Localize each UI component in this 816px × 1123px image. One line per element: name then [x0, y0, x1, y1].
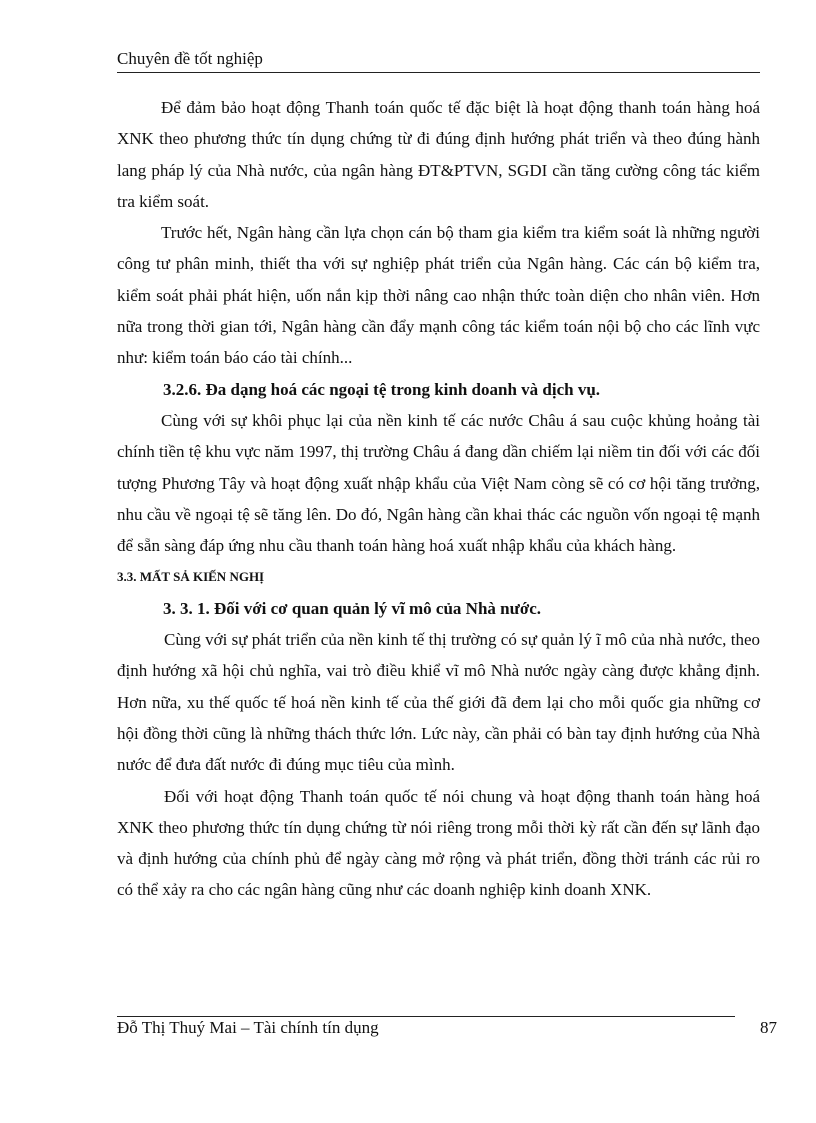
page-number: 87	[760, 1018, 777, 1037]
header-title: Chuyên đề tốt nghiệp	[117, 49, 263, 68]
section-heading: 3.3. MẤT SẢ KIẾN NGHỊ	[117, 569, 265, 585]
footer-author: Đỗ Thị Thuý Mai – Tài chính tín dụng	[117, 1018, 379, 1037]
page-header	[117, 48, 760, 73]
paragraph: Cùng với sự khôi phục lại của nền kinh tế các nước Châu á sau cuộc khủng hoảng tài chính tiền tệ khu vực năm 1997, thị trường Châu á đang dần chiếm lại niềm tin đối với các đối tượng Phương Tây và hoạt động xuất nhập khẩu của Việt Nam còng sẽ có cơ hội tăng trưởng, nhu cầu về ngoại tệ sẽ tăng lên. Do đó, Ngân hàng cần khai thác các nguồn vốn ngoại tệ mạnh để sẵn sàng đáp ứng nhu cầu thanh toán hàng hoá xuất nhập khẩu của khách hàng.	[117, 410, 760, 556]
paragraph: Trước hết, Ngân hàng cần lựa chọn cán bộ tham gia kiểm tra kiểm soát là những người công tư phân minh, thiết tha với sự nghiệp phát triển của Ngân hàng. Các cán bộ kiểm tra, kiểm soát phải phát hiện, uốn nắn kịp thời nâng cao nhận thức toàn diện cho nhân viên. Hơn nữa trong thời gian tới, Ngân hàng cần đẩy mạnh công tác kiểm toán nội bộ cho các lĩnh vực như: kiểm toán báo cáo tài chính...	[117, 223, 760, 368]
section-heading: 3. 3. 1. Đối với cơ quan quản lý vĩ mô của Nhà nước.	[163, 598, 542, 618]
document-body	[117, 92, 760, 906]
paragraph: Đối với hoạt động Thanh toán quốc tế nói chung và hoạt động thanh toán hàng hoá XNK theo phương thức tín dụng chứng từ nói riêng trong mỗi thời kỳ rất cần đến sự lãnh đạo và định hướng của chính phủ để ngày càng mở rộng và phát triển, đồng thời tránh các rủi ro có thể xảy ra cho các ngân hàng cũng như các doanh nghiệp kinh doanh XNK.	[117, 786, 760, 900]
section-heading: 3.2.6. Đa dạng hoá các ngoại tệ trong kinh doanh và dịch vụ.	[163, 379, 601, 399]
paragraph: Cùng với sự phát triển của nền kinh tế thị trường có sự quản lý ĩ mô của nhà nước, theo định hướng xã hội chủ nghĩa, vai trò điều khiể vĩ mô Nhà nước ngày càng được khẳng định. Hơn nữa, xu thế quốc tế hoá nền kinh tế của thế giới đã đem lại cho mỗi quốc gia những cơ hội đồng thời cũng là những thách thức lớn. Lức này, cần phải có bàn tay định hướng của Nhà nước để đưa đất nước đi đúng mục tiêu của mình.	[117, 630, 760, 775]
paragraph: Để đảm bảo hoạt động Thanh toán quốc tế đặc biệt là hoạt động thanh toán hàng hoá XNK theo phương thức tín dụng chứng từ đi đúng định hướng phát triển và theo đúng hành lang pháp lý của Nhà nước, của ngân hàng ĐT&PTVN, SGDI cần tăng cường công tác kiểm tra kiểm soát.	[117, 98, 760, 211]
